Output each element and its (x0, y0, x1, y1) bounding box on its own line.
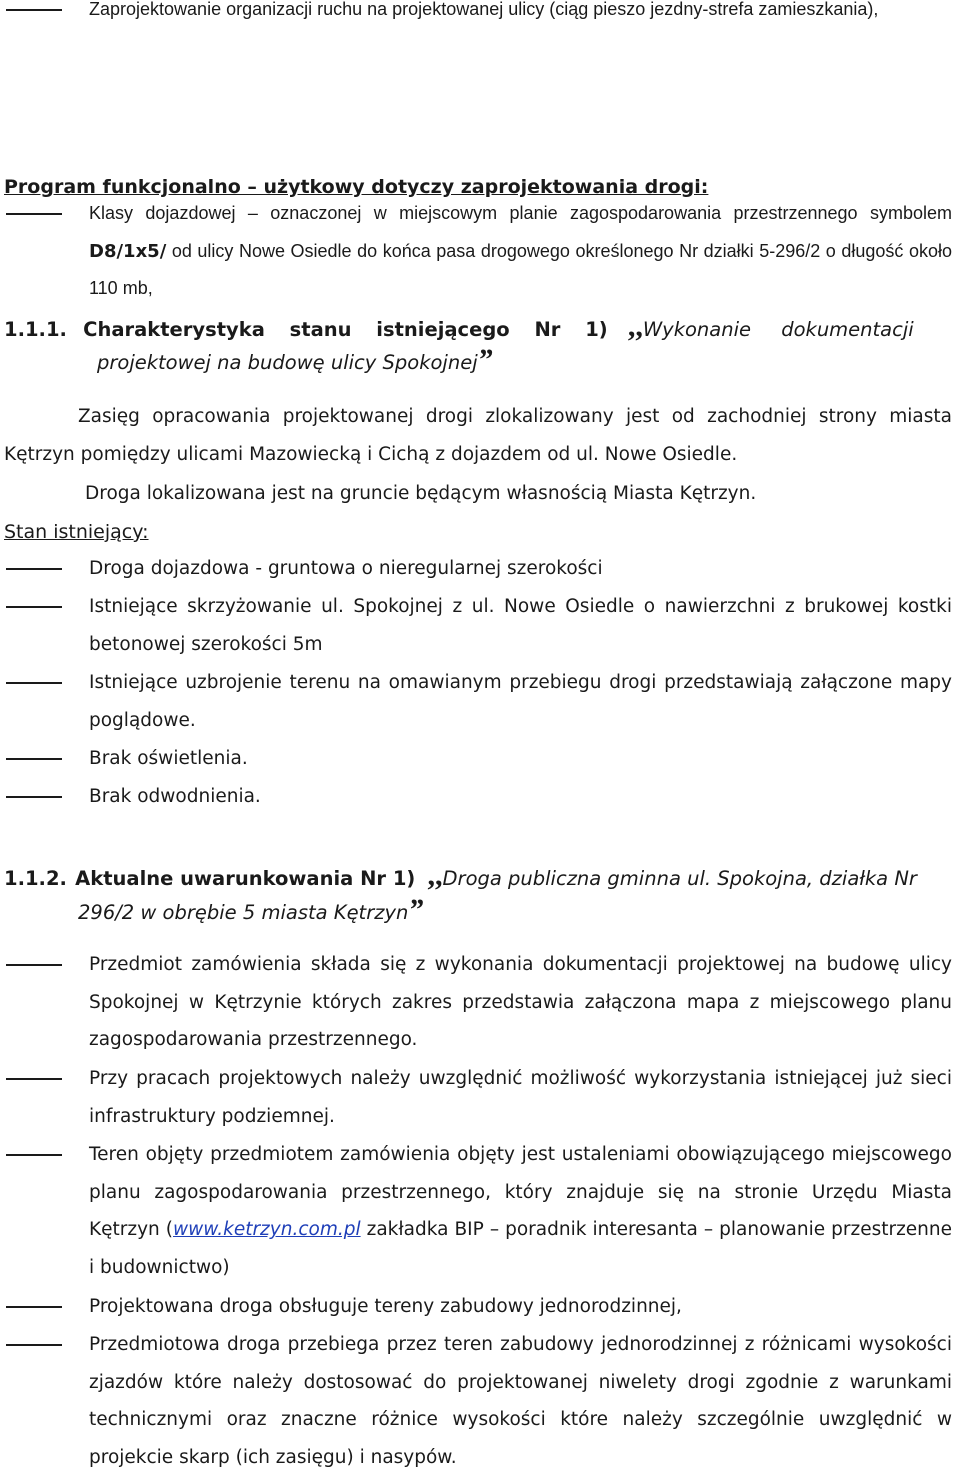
section-title-2: 1.1.2. Aktualne uwarunkowania Nr 1) ,,Droga publiczna gminna ul. Spokojna, działka Nr (4, 859, 917, 892)
section-1-line: Droga lokalizowana jest na gruncie będącym własnością Miasta Kętrzyn. (85, 483, 757, 504)
list-item-text: Przy pracach projektowych należy uwzględnić możliwość wykorzystania istniejącej już sieci infrastruktury podziemnej. (89, 1068, 952, 1127)
list-item (0, 1326, 952, 1476)
list-item-text: Teren objęty przedmiotem zamówienia objęty jest ustaleniami obowiązującego miejscowego planu zagospodarowania przestrzennego, który znajduje się na stronie Urzędu Miasta Kętrzyn (www.ketrzyn.com.pl zakładka BIP – poradnik interesanta – planowanie przestrzenne i budownictwo) (89, 1144, 953, 1278)
list-item-text: Istniejące skrzyżowanie ul. Spokojnej z ul. Nowe Osiedle o nawierzchni z brukowej kostki betonowej szerokości 5m (89, 596, 952, 655)
dash-bullet (6, 568, 62, 570)
list-item (0, 1136, 952, 1286)
list-item (0, 588, 952, 663)
section-1-paragraph: Zasięg opracowania projektowanej drogi zlokalizowany jest od zachodniej strony miasta Kętrzyn pomiędzy ulicami Mazowiecką i Cichą z dojazdem od ul. Nowe Osiedle. (4, 406, 952, 465)
list-item (0, 778, 952, 816)
dash-bullet (6, 9, 62, 11)
dash-bullet (6, 964, 62, 966)
list-item (0, 1288, 952, 1326)
dash-bullet (6, 796, 62, 798)
list-item-text: Przedmiotowa droga przebiega przez teren zabudowy jednorodzinnej z różnicami wysokości zjazdów które należy dostosować do projektowanej niwelety drogi zgodnie z warunkami technicznymi oraz znaczne różnice wysokości które należy szczególnie uwzględnić w projekcie skarp (ich zasięgu) i nasypów. (89, 1334, 952, 1468)
list-item (0, 740, 952, 778)
list-item-text: Klasy dojazdowej – oznaczonej w miejscowym planie zagospodarowania przestrzennego symbolem D8/1x5/ od ulicy Nowe Osiedle do końca pasa drogowego określonego Nr działki 5-296/2 o długość około 110 mb, (89, 203, 952, 299)
dash-bullet (6, 758, 62, 760)
section-title-1: 1.1.1. Charakterystyka stanu istniejącego Nr 1) ,,Wykonanie dokumentacji (4, 310, 914, 343)
stan-heading: Stan istniejący: (4, 521, 149, 543)
list-item-text: Droga dojazdowa - gruntowa o nieregularnej szerokości (89, 558, 603, 579)
dash-bullet (6, 1154, 62, 1156)
dash-bullet (6, 1306, 62, 1308)
dash-bullet (6, 606, 62, 608)
dash-bullet (6, 682, 62, 684)
section-title-2-cont: 296/2 w obrębie 5 miasta Kętrzyn” (78, 893, 424, 926)
list-item-text: Brak odwodnienia. (89, 786, 261, 807)
dash-bullet (6, 1078, 62, 1080)
dash-bullet (6, 1344, 62, 1346)
list-item-text: Brak oświetlenia. (89, 748, 248, 769)
section-title-1-cont: projektowej na budowę ulicy Spokojnej” (97, 343, 493, 376)
list-item (0, 946, 952, 1059)
list-item-text: Zaprojektowanie organizacji ruchu na projektowanej ulicy (ciąg pieszo jezdny-strefa zamieszkania), (89, 0, 879, 19)
list-item-text: Istniejące uzbrojenie terenu na omawianym przebiegu drogi przedstawiają załączone mapy poglądowe. (89, 672, 952, 731)
list-item (0, 1060, 952, 1135)
list-item (0, 0, 952, 29)
dash-bullet (6, 213, 62, 215)
list-item-text: Projektowana droga obsługuje tereny zabudowy jednorodzinnej, (89, 1296, 682, 1317)
program-heading: Program funkcjonalno – użytkowy dotyczy zaprojektowania drogi: (4, 176, 709, 198)
list-item (0, 550, 952, 588)
list-item (0, 195, 952, 308)
list-item (0, 664, 952, 739)
ketrzyn-website-link[interactable]: www.ketrzyn.com.pl (173, 1219, 361, 1241)
list-item-text: Przedmiot zamówienia składa się z wykonania dokumentacji projektowej na budowę ulicy Spokojnej w Kętrzynie których zakres przedstawia załączona mapa z miejscowego planu zagospodarowania przestrzennego. (89, 954, 952, 1051)
